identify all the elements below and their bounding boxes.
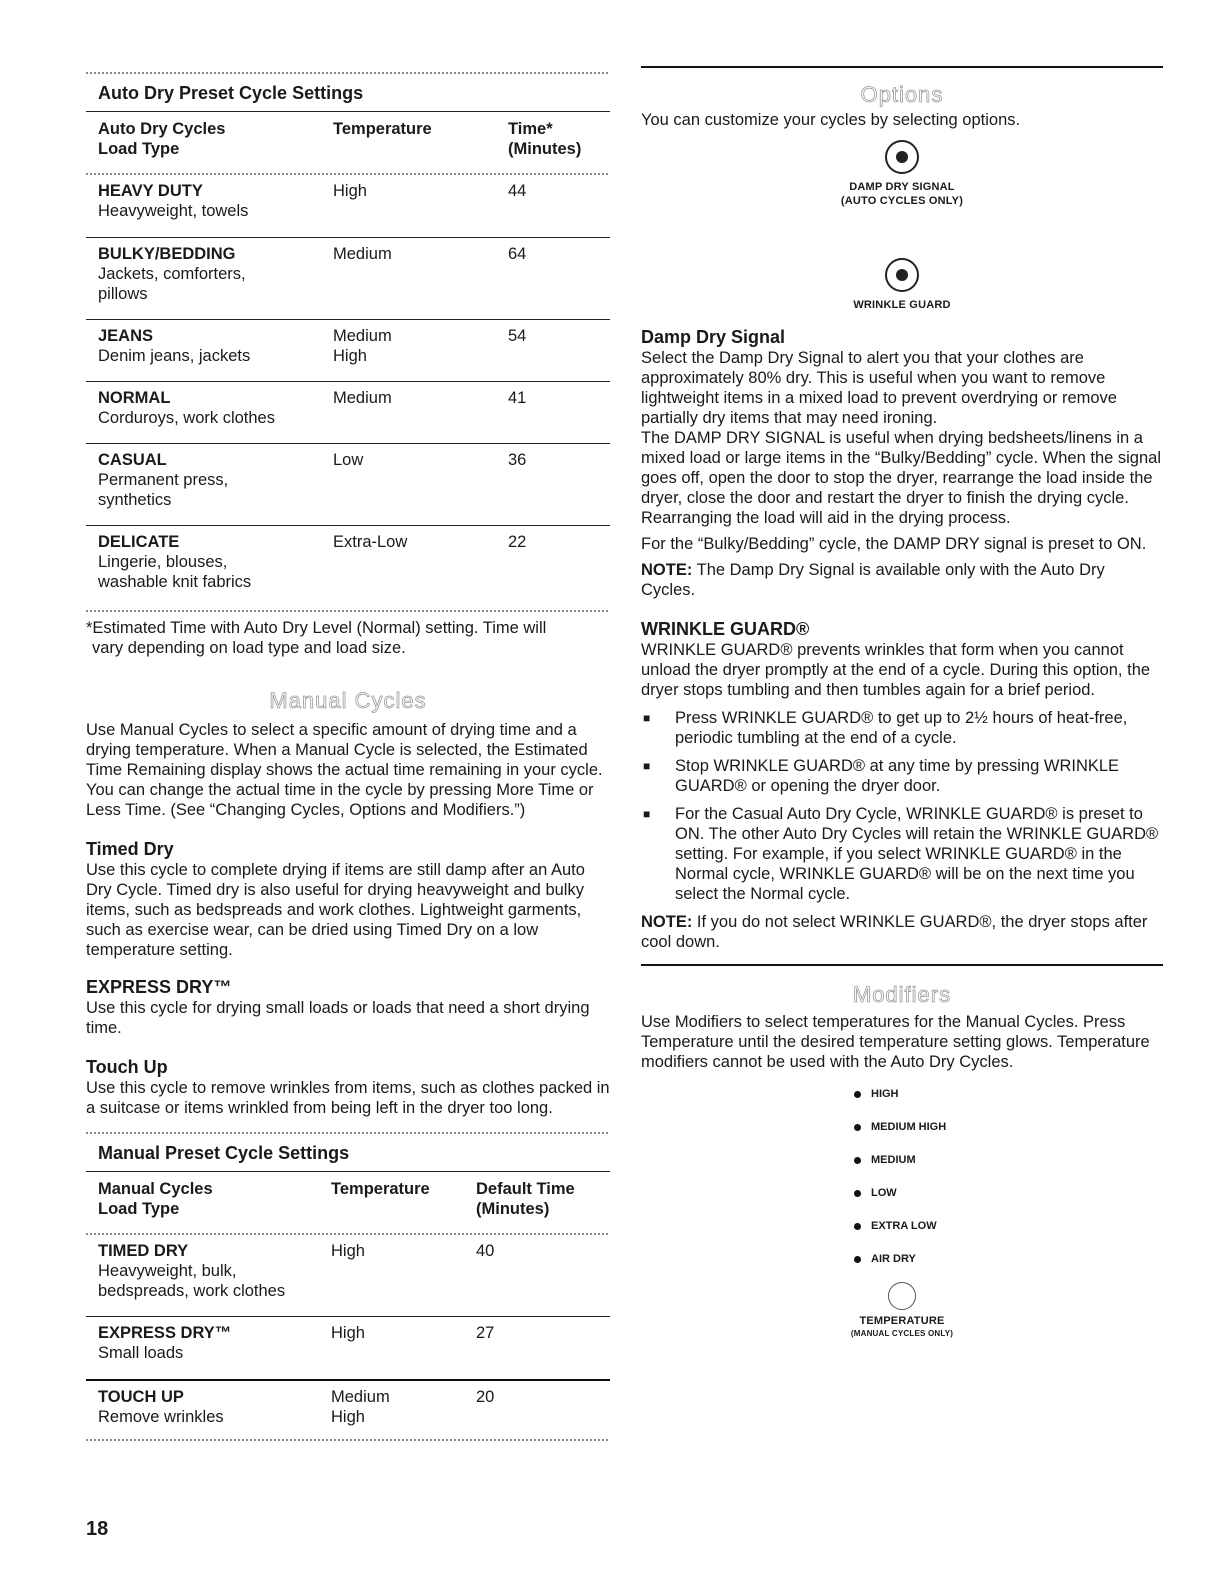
manual-table-title: Manual Preset Cycle Settings bbox=[98, 1143, 350, 1163]
options-title: Options bbox=[860, 82, 944, 107]
wrinkle-guard-heading: WRINKLE GUARD® bbox=[641, 619, 810, 639]
table-row: NORMAL Corduroys, work clothes Medium 41 bbox=[98, 389, 527, 427]
table-row: BULKY/BEDDING Jackets, comforters, pillows Medium 64 bbox=[98, 245, 527, 303]
wrinkle-guard-p1: WRINKLE GUARD® prevents wrinkles that form when you cannot unload the dryer promptly at the end of a cycle. During this option, the dryer stops tumbling and then tumbles again for a brief period. bbox=[641, 641, 1151, 699]
list-item: ■ Stop WRINKLE GUARD® at any time by pressing WRINKLE GUARD® or opening the dryer door. bbox=[643, 757, 1120, 795]
left-column bbox=[86, 0, 610, 1441]
modifier-item-high: HIGH bbox=[641, 1084, 1163, 1117]
table-row: CASUAL Permanent press, synthetics Low 36 bbox=[98, 451, 527, 509]
express-dry-heading: EXPRESS DRY™ bbox=[86, 977, 232, 997]
table-row: TOUCH UP Remove wrinkles Medium High 20 bbox=[98, 1388, 495, 1426]
damp-dry-p3: For the “Bulky/Bedding” cycle, the DAMP DRY signal is preset to ON. bbox=[641, 535, 1147, 553]
list-item: ■ For the Casual Auto Dry Cycle, WRINKLE GUARD® is preset to ON. The other Auto Dry Cycles will retain the WRINKLE GUARD® setting. For example, if you select WRINKLE GUARD® in the Normal cycle, WRINKLE GUARD® will be on the next time you select the Normal cycle. bbox=[643, 805, 1159, 903]
modifiers-title: Modifiers bbox=[852, 982, 952, 1007]
damp-dry-signal-icon bbox=[885, 140, 919, 174]
page-number: 18 bbox=[86, 1518, 109, 1540]
modifier-item-medium: MEDIUM bbox=[641, 1150, 1163, 1183]
damp-dry-p1: Select the Damp Dry Signal to alert you that your clothes are approximately 80% dry. This is useful when you want to remove lightweight items in a mixed load to prevent overdrying or remove partially dry items that may need ironing. bbox=[641, 349, 1117, 427]
timed-dry-text: Use this cycle to complete drying if items are still damp after an Auto Dry Cycle. Timed dry is also useful for drying heavyweight and bulky items, such as bedspreads and work clothes. Lightweight garments, such as exercise wear, can be dried using Timed Dry on a low temperature setting. bbox=[86, 861, 585, 959]
table-row: TIMED DRY Heavyweight, bulk, bedspreads, work clothes High 40 bbox=[98, 1242, 495, 1300]
temperature-icon bbox=[888, 1282, 916, 1310]
touch-up-heading: Touch Up bbox=[86, 1057, 168, 1077]
wrinkle-guard-note: NOTE: If you do not select WRINKLE GUARD®, the dryer stops after cool down. bbox=[641, 913, 1148, 951]
list-item: ■ Press WRINKLE GUARD® to get up to 2½ hours of heat-free, periodic tumbling at the end of a cycle. bbox=[643, 709, 1128, 747]
manual-cycles-intro: Use Manual Cycles to select a specific amount of drying time and a drying temperature. When a Manual Cycle is selected, the Estimated Time Remaining display shows the actual time remaining in your cycle. You can change the actual time in the cycle by pressing More Time or Less Time. (See “Changing Cycles, Options and Modifiers.”) bbox=[86, 721, 603, 819]
table-row: JEANS Denim jeans, jackets Medium High 54 bbox=[98, 327, 527, 365]
modifiers-intro: Use Modifiers to select temperatures for the Manual Cycles. Press Temperature until the desired temperature setting glows. Temperature modifiers cannot be used with the Auto Dry Cycles. bbox=[641, 1013, 1150, 1071]
modifier-item-extra-low: EXTRA LOW bbox=[641, 1216, 1163, 1249]
timed-dry-heading: Timed Dry bbox=[86, 839, 174, 859]
touch-up-text: Use this cycle to remove wrinkles from items, such as clothes packed in a suitcase or items wrinkled from being left in the dryer too long. bbox=[86, 1079, 610, 1117]
auto-table-header: Auto Dry Cycles Load Type Temperature Time* (Minutes) bbox=[98, 120, 582, 158]
table-row: HEAVY DUTY Heavyweight, towels High 44 bbox=[98, 182, 527, 220]
footnote: *Estimated Time with Auto Dry Level (Normal) setting. Time will vary depending on load type and load size. bbox=[86, 619, 547, 657]
table-row: DELICATE Lingerie, blouses, washable knit fabrics Extra-Low 22 bbox=[98, 533, 527, 591]
modifier-item-low: LOW bbox=[641, 1183, 1163, 1216]
damp-dry-note: NOTE: The Damp Dry Signal is available only with the Auto Dry Cycles. bbox=[641, 561, 1105, 599]
manual-cycles-title: Manual Cycles bbox=[269, 688, 427, 713]
right-column: Options You can customize your cycles by selecting options. DAMP DRY SIGNAL (AUTO CYCLES ONLY) WRINKLE GUARD Damp Dry Signal Select the Damp Dry Signal to alert you that your clothes are approximately 80% dry. This is useful when you want to remove lightweight items in a mixed load to prevent overdrying or remove partially dry items that may need ironing. The DAMP DRY SIGNAL is useful when drying bedsheets/linens in a mixed load or large items in the “Bulky/Bedding” cycle. When the signal goes off, open the door to stop the dryer, rearrange the load inside the dryer, close the door and restart the dryer to finish the drying cycle. Rearranging the load will aid in the drying process. For the “Bulky/Bedding” cycle, the DAMP DRY signal is preset to ON. NOTE: The Damp Dry Signal is available only with the Auto Dry Cycles. WRINKLE GUARD® WRINKLE GUARD® prevents wrinkles that form when you cannot unload the dryer promptly at the end of a cycle. During this option, the dryer stops tumbling and then tumbles again for a brief period. ■ Press WRINKLE GUARD® to get up to 2½ hours of heat-free, periodic tumbling at the end of a cycle. ■ Stop WRINKLE GUARD® at any time by pressing WRINKLE GUARD® or opening the dryer door. ■ For the Casual Auto Dry Cycle, WRINKLE GUARD® is preset to ON. The other Auto Dry Cycles will retain the WRINKLE GUARD® setting. For example, if you select WRINKLE GUARD® in the Normal cycle, WRINKLE GUARD® will be on the next time you select the Normal cycle. NOTE: If you do not select WRINKLE GUARD®, the dryer stops after cool down. Modifiers Use Modifiers to select temperatures for the Manual Cycles. Press Temperature until the desired temperature setting glows. Temperature modifiers cannot be used with the Auto Dry Cycles. HIGH MEDIUM HIGH MEDIUM LOW EXTRA LOW AIR DRY TEMPERATURE (MANUAL CYCLES ONLY) bbox=[641, 0, 1163, 1339]
modifier-item-air-dry: AIR DRY bbox=[641, 1249, 1163, 1282]
modifier-item-medium-high: MEDIUM HIGH bbox=[641, 1117, 1163, 1150]
wrinkle-guard-icon bbox=[885, 258, 919, 292]
options-intro: You can customize your cycles by selecting options. bbox=[641, 111, 1021, 129]
express-dry-text: Use this cycle for drying small loads or loads that need a short drying time. bbox=[86, 999, 590, 1037]
manual-table-header: Manual Cycles Load Type Temperature Default Time (Minutes) bbox=[98, 1180, 575, 1218]
damp-dry-p2: The DAMP DRY SIGNAL is useful when drying bedsheets/linens in a mixed load or large items in the “Bulky/Bedding” cycle. When the signal goes off, open the door to stop the dryer, rearrange the load inside the dryer, close the door and restart the dryer to finish the drying cycle. Rearranging the load will aid in the drying process. bbox=[641, 429, 1161, 527]
table-row: EXPRESS DRY™ Small loads High 27 bbox=[98, 1324, 495, 1362]
auto-table-title: Auto Dry Preset Cycle Settings bbox=[98, 83, 364, 103]
damp-dry-heading: Damp Dry Signal bbox=[641, 327, 786, 347]
